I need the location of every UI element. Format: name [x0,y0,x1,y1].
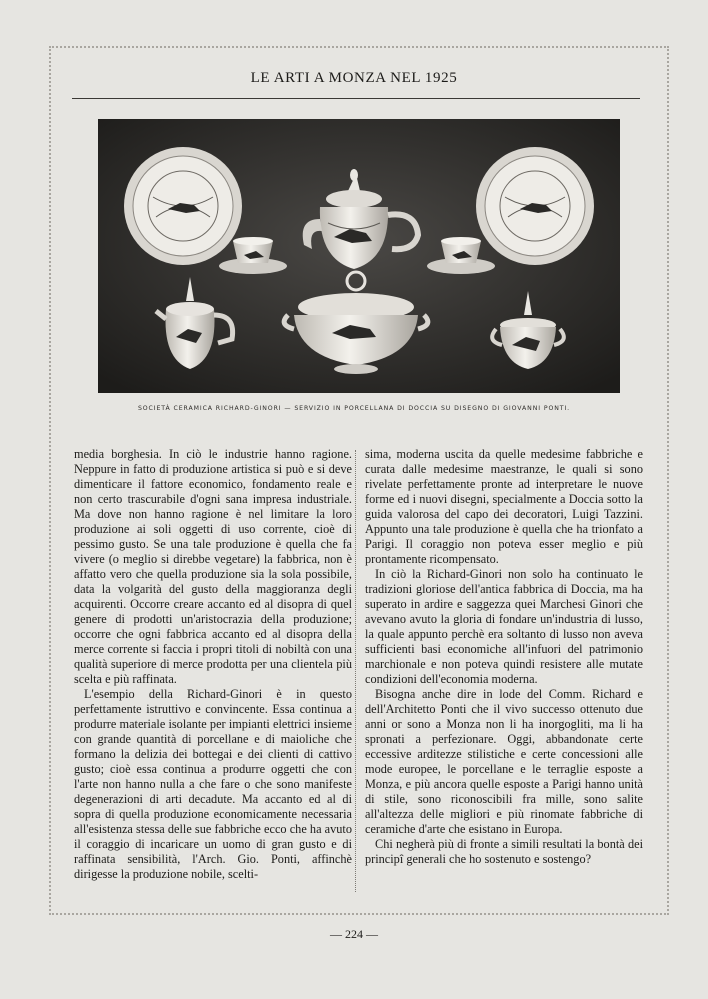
right-plate [476,147,594,265]
running-header: LE ARTI A MONZA NEL 1925 [250,70,458,86]
right-column [365,447,643,867]
porcelain-service-photo [98,119,620,393]
page-number: — 224 — [330,927,378,941]
paragraph: Chi negherà più di fronte a simili resultati la bontà dei principî generali che ho sostenuto e sostengo? [365,837,643,866]
column-separator [355,450,356,892]
paragraph: media borghesia. In ciò le industrie hanno ragione. Neppure in fatto di produzione artistica si può e si deve dimenticare il fattore economico, fondamento reale e non certo trascurabile d'ogni sana impresa industriale. Ma dove non hanno ragione è nel limitare la loro produzione ai soli oggetti di uso corrente, cioè di pessimo gusto. Se una tale produzione è quella che fa vivere (o meglio si direbbe vegetare) la fabbrica, non è affatto vero che quella produzione sia la sola possibile, data la volgarità del gusto della maggioranza degli acquirenti. Occorre creare accanto ed al disopra di quel genere di prodotti un'aristocrazia della produzione; occorre che ogni fabbrica accanto ed al disopra della merce corrente si faccia i propri titoli di nobiltà con una qualità superiore di merce prodotta per una clientela più scelta e più raffinata. [74,447,352,686]
paragraph: sima, moderna uscita da quelle medesime fabbriche e curata dalle medesime maestranze, le quali si sono rivelate perfettamente pronte ad interpretare le nuove forme ed i nuovi disegni, specialmente a Doccia sotto la guida valorosa del capo dei decoratori, Luigi Tazzini. Appunto una tale produzione è quella che ha trionfato a Parigi. Il coraggio non poteva esser meglio e più prontamente ricompensato. [365,447,643,566]
left-column [74,447,352,882]
paragraph: L'esempio della Richard-Ginori è in questo perfettamente istruttivo e convincente. Essa continua a produrre materiale isolante per impianti elettrici insieme con grande quantità di porcellane e di maioliche che formano la delizia dei bottegai e dei clienti di cattivo gusto; cioè essa continua a produrre oggetti che con l'arte non hanno nulla a che fare o che sono manifeste degenerazioni di arti decadute. Ma accanto ed al di sopra di quella produzione economicamente necessaria all'esistenza stessa delle sue fabbriche ecco che ha avuto il coraggio di incaricare un uomo di gran gusto e di raffinata sensibilità, l'Arch. Gio. Ponti, affinchè dirigesse la produzione nobile, scelti- [74,687,352,881]
porcelain-illustration [98,119,620,393]
header-rule [72,98,640,99]
paragraph: Bisogna anche dire in lode del Comm. Richard e dell'Architetto Ponti che il vivo successo ottenuto due anni or sono a Monza non li ha inorgogliti, ma li ha spronati a perfezionare. Oggi, abbandonate certe eccessive arditezze stilistiche e certe concessioni alle mode europee, le porcellane e le terraglie esposte a Monza, e più ancora quelle esposte a Parigi hanno unità di stile, sono riconoscibili fra mille, sono salite all'altezza delle migliori e più rinomate fabbriche di ceramiche d'arte che esistano in Europa. [365,687,643,836]
paragraph: In ciò la Richard-Ginori non solo ha continuato le tradizioni gloriose dell'antica fabbrica di Doccia, ma ha superato in ardire e saggezza quei Marchesi Ginori che avevano avuto la gloria di fondare un'industria di lusso, la quale appunto perchè era soltanto di lusso non aveva sufficienti basi economiche all'infuori del patrimonio marchionale e non poteva quindi resistere alle mutate condizioni dell'economia moderna. [365,567,643,686]
figure-caption: SOCIETÀ CERAMICA RICHARD-GINORI — SERVIZIO IN PORCELLANA DI DOCCIA SU DISEGNO DI GIOVANNI PONTI. [137,405,571,412]
left-plate [124,147,242,265]
